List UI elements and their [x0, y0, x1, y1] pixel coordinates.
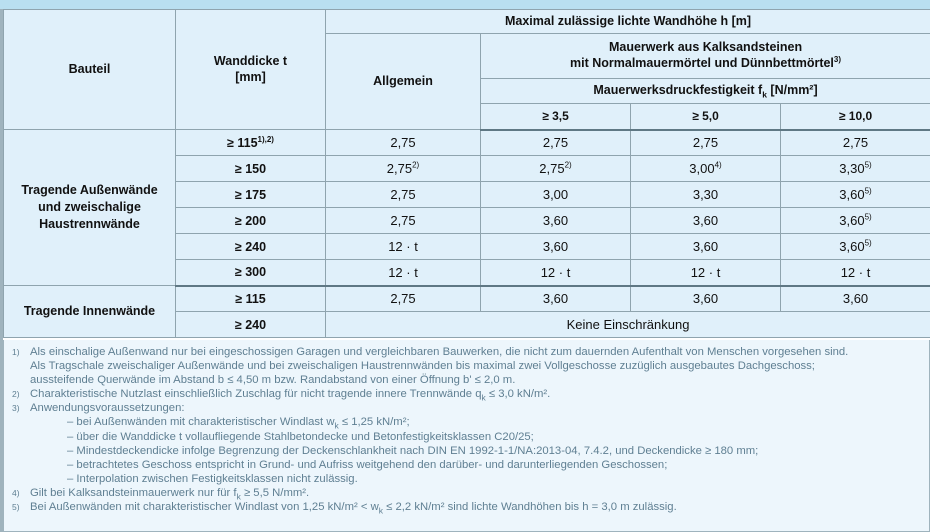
value: 2,75	[390, 187, 416, 202]
value: 3,00	[542, 187, 569, 202]
cell-fk50	[631, 286, 781, 312]
header-mauerwerk-line1: Mauerwerk aus Kalksandsteinen	[608, 40, 803, 55]
footnote-2-text-pre: Charakteristische Nutzlast einschließlich Zuschlag für nicht tragende innere Trennwände q	[30, 388, 482, 401]
bullet-subscript: k	[334, 420, 339, 431]
cell-thickness	[176, 156, 326, 182]
header-row-1	[4, 10, 930, 34]
value: 12 · t	[388, 239, 418, 254]
header-fk-10-0: ≥ 10,0	[781, 104, 930, 130]
bullet-text-pre: – betrachtetes Geschoss entspricht in Grund- und Aufriss weitgehend den darüber- und darunterliegenden Geschossen;	[67, 458, 668, 471]
cell-fk50	[631, 156, 781, 182]
cell-thickness	[176, 208, 326, 234]
thickness-value: ≥ 240	[234, 239, 267, 254]
bullet-text-post: ≤ 1,25 kN/m²;	[338, 416, 410, 429]
cell-fk100	[781, 260, 930, 286]
thickness-value: ≥ 115	[235, 291, 266, 306]
footnote-5-text-post: ≤ 2,2 kN/m² sind lichte Wandhöhen bis h = 3,0 m zulässig.	[383, 501, 677, 514]
thickness-value: ≥ 300	[234, 265, 267, 280]
value-footnote-ref: 5)	[864, 212, 872, 222]
value: 3,60	[542, 213, 569, 228]
footnote-2-marker: 2)	[12, 389, 20, 400]
footnote-4-marker: 4)	[12, 487, 20, 498]
value-footnote-ref: 2)	[412, 160, 420, 170]
header-max-height: Maximal zulässige lichte Wandhöhe h [m]	[326, 10, 930, 34]
top-accent-strip	[0, 0, 930, 9]
cell-fk35	[481, 234, 631, 260]
section-label-innenwaende: Tragende Innenwände	[4, 286, 176, 338]
section-label-line3: Haustrennwände	[39, 216, 140, 231]
value: 2,75	[692, 135, 719, 151]
value: 3,30	[839, 161, 865, 176]
header-mauerwerk-footnote-ref: 3)	[833, 54, 842, 64]
value: 3,60	[842, 291, 869, 307]
value: 2,75	[842, 135, 869, 151]
thickness-value: ≥ 175	[234, 187, 267, 202]
value-footnote-ref: 5)	[864, 160, 872, 170]
footnote-1-marker: 1)	[12, 347, 20, 357]
cell-thickness	[176, 234, 326, 260]
footnote-3-marker: 3)	[12, 403, 20, 414]
cell-fk35	[481, 182, 631, 208]
footnote-2-text-post: ≤ 3,0 kN/m².	[485, 388, 551, 401]
cell-allgemein	[326, 260, 481, 286]
footnote-2	[10, 387, 921, 401]
header-wanddicke-line2: [mm]	[235, 69, 266, 84]
cell-allgemein	[326, 234, 481, 260]
header-druckfestigkeit-subscript: k	[762, 89, 767, 100]
value: 3,60	[542, 239, 569, 254]
footnote-1-line-2: Als Tragschale zweischaliger Außenwände und bei zweischaligen Haustrennwänden bis maximal zwei Vollgeschosse zuzüglich ausgebautes Dachgeschoss;	[30, 360, 815, 373]
value: 12 · t	[840, 264, 871, 280]
footnote-1-line-1: Als einschalige Außenwand nur bei eingeschossigen Garagen und vergleichbaren Bauwerken, die nicht zum dauernden Aufenthalt von Menschen vorgesehen sind.	[30, 346, 849, 358]
value: 2,75	[390, 213, 416, 228]
footnote-3-bullet-4	[30, 458, 921, 472]
value: 2,75	[539, 161, 565, 176]
footnote-4-subscript: k	[236, 491, 241, 502]
table-row	[4, 286, 930, 312]
header-druckfestigkeit-pre: Mauerwerksdruckfestigkeit f	[593, 83, 763, 98]
footnote-2-subscript: k	[481, 392, 486, 403]
value: 3,60	[692, 213, 719, 228]
cell-fk35	[481, 130, 631, 156]
cell-fk50	[631, 234, 781, 260]
footnote-1-line-3: aussteifende Querwände im Abstand b ≤ 4,50 m bzw. Randabstand von einer Öffnung b' ≤ 2,0 m.	[30, 374, 516, 387]
section-label-line2: und zweischalige	[38, 200, 141, 215]
footnote-3-bullet-1	[30, 415, 921, 429]
cell-thickness	[176, 286, 326, 312]
footnote-4-text-post: ≥ 5,5 N/mm².	[240, 486, 310, 499]
header-wanddicke	[176, 10, 326, 130]
value: 12 · t	[388, 264, 418, 280]
value: 3,60	[839, 213, 865, 228]
cell-thickness	[176, 182, 326, 208]
header-mauerwerk	[481, 34, 930, 79]
section-label-aussenwaende	[4, 130, 176, 286]
cell-fk35	[481, 208, 631, 234]
value: 3,60	[839, 187, 865, 202]
footnote-5-text-pre: Bei Außenwänden mit charakteristischer Windlast von 1,25 kN/m² < w	[30, 501, 379, 514]
bullet-text-pre: – bei Außenwänden mit charakteristischer Windlast w	[67, 416, 335, 429]
value: 2,75	[390, 135, 416, 150]
cell-fk35	[481, 260, 631, 286]
cell-fk50	[631, 182, 781, 208]
permissible-wall-height-table	[3, 9, 930, 338]
bullet-text-pre: – Interpolation zwischen Festigkeitsklassen nicht zulässig.	[67, 472, 358, 485]
cell-fk100	[781, 208, 930, 234]
value: 2,75	[542, 135, 569, 151]
table-row	[4, 130, 930, 156]
value-footnote-ref: 2)	[564, 160, 572, 170]
bullet-text-pre: – Mindestdeckendicke infolge Begrenzung der Deckenschlankheit nach DIN EN 1992-1-1/NA:2013-04, 7.4.2, und Deckendicke ≥ 180 mm;	[67, 444, 759, 457]
cell-keine-einschraenkung: Keine Einschränkung	[326, 312, 930, 338]
cell-fk100	[781, 156, 930, 182]
value: 2,75	[390, 291, 416, 307]
cell-fk100	[781, 234, 930, 260]
value: 3,60	[839, 239, 865, 254]
cell-fk100	[781, 286, 930, 312]
bullet-text-pre: – über die Wanddicke t vollaufliegende Stahlbetondecke und Betonfestigkeitsklassen C20/25;	[67, 430, 534, 443]
cell-allgemein	[326, 208, 481, 234]
cell-allgemein	[326, 182, 481, 208]
value: 3,60	[542, 291, 569, 307]
cell-allgemein	[326, 286, 481, 312]
footnote-3-bullet-2	[30, 430, 921, 444]
cell-fk35	[481, 286, 631, 312]
value: 12 · t	[540, 264, 571, 280]
cell-fk50	[631, 208, 781, 234]
cell-thickness: ≥ 240	[176, 312, 326, 338]
value-footnote-ref: 4)	[714, 160, 722, 170]
cell-thickness	[176, 130, 326, 156]
value: 2,75	[386, 161, 413, 176]
header-bauteil: Bauteil	[4, 10, 176, 130]
value-footnote-ref: 5)	[864, 238, 872, 248]
value: 3,60	[692, 239, 719, 254]
header-druckfestigkeit	[481, 79, 930, 104]
header-fk-5-0: ≥ 5,0	[631, 104, 781, 130]
cell-fk100	[781, 182, 930, 208]
header-druckfestigkeit-post: [N/mm²]	[766, 83, 818, 98]
cell-fk100	[781, 130, 930, 156]
footnote-4	[10, 486, 921, 500]
header-mauerwerk-line2: mit Normalmauermörtel und Dünnbettmörtel	[570, 56, 834, 70]
value-footnote-ref: 5)	[864, 186, 872, 196]
footnotes-block	[3, 340, 930, 532]
thickness-value: ≥ 200	[234, 213, 267, 228]
header-wanddicke-line1: Wanddicke t	[213, 53, 288, 68]
section-label-line1: Tragende Außenwände	[21, 183, 158, 198]
value: 3,60	[692, 291, 719, 307]
header-fk-3-5: ≥ 3,5	[481, 104, 631, 130]
footnote-3	[10, 401, 921, 486]
value: 12 · t	[690, 264, 721, 280]
cell-fk50	[631, 130, 781, 156]
thickness-footnote-ref: 1),2)	[257, 134, 274, 144]
value: 3,30	[692, 187, 719, 202]
footnote-1	[10, 345, 921, 387]
footnote-3-title: Anwendungsvoraussetzungen:	[30, 402, 185, 415]
cell-allgemein	[326, 156, 481, 182]
cell-thickness	[176, 260, 326, 286]
cell-fk35	[481, 156, 631, 182]
footnote-4-text-pre: Gilt bei Kalksandsteinmauerwerk nur für f	[30, 486, 237, 499]
footnote-5	[10, 500, 921, 514]
value: 3,00	[689, 161, 715, 176]
footnote-3-bullet-3	[30, 444, 921, 458]
cell-allgemein	[326, 130, 481, 156]
header-allgemein: Allgemein	[326, 34, 481, 130]
thickness-value: ≥ 150	[234, 161, 267, 176]
footnote-5-subscript: k	[378, 505, 384, 516]
cell-fk50	[631, 260, 781, 286]
footnote-5-marker: 5)	[12, 502, 20, 513]
thickness-value: ≥ 115	[227, 135, 258, 150]
footnote-3-bullet-5	[30, 472, 921, 486]
